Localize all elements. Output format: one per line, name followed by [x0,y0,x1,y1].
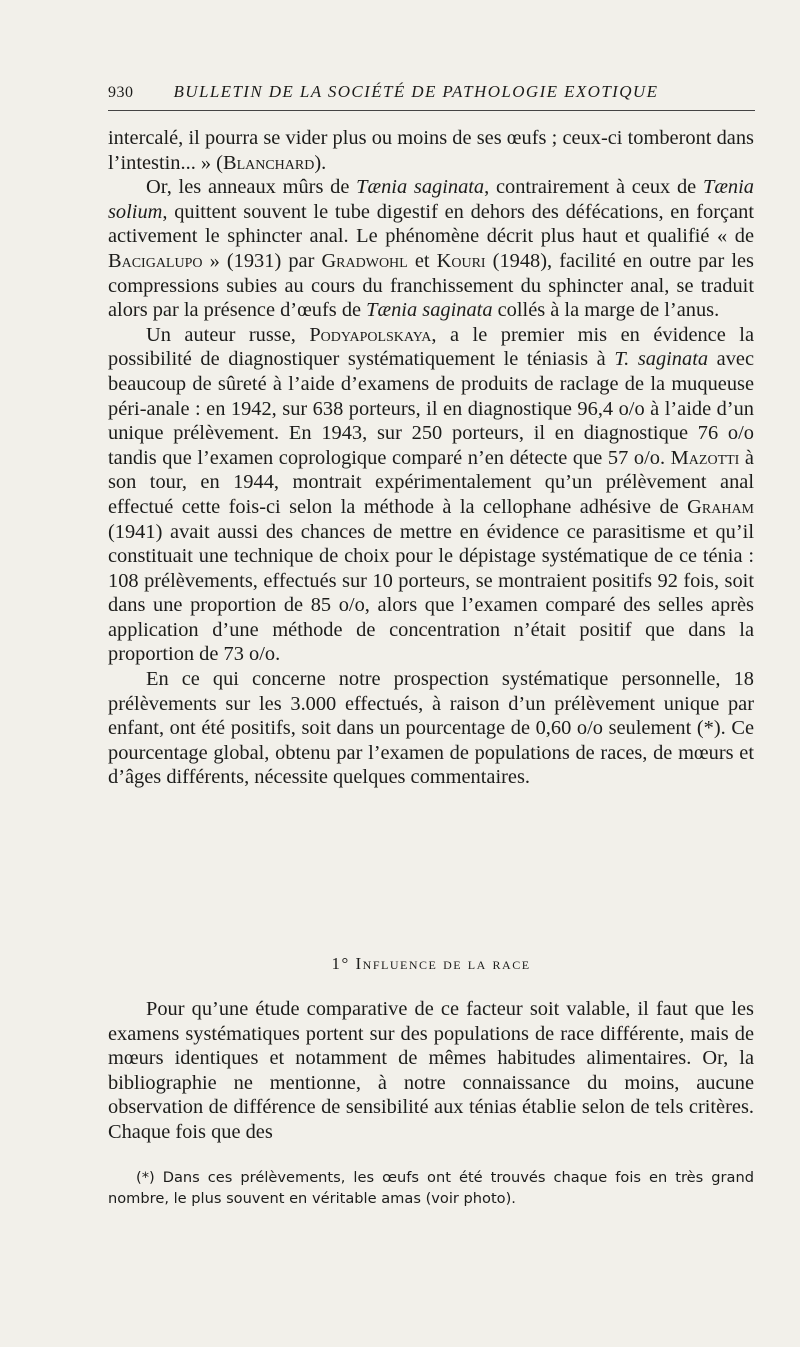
author-name: Blanchard [222,151,315,174]
paragraph-1: intercalé, il pourra se vider plus ou moins de ses œufs ; ceux-ci tomberont dans l’intestin... » (Blanchard). [108,127,754,174]
section-paragraph: Pour qu’une étude comparative de ce facteur soit valable, il faut que les examens systématiques portent sur des populations de race différente, mais de mœurs identiques et notamment de mêmes habitudes alimentaires. Or, la bibliographie ne mentionne, à notre connaissance du moins, aucune observation de différence de sensibilité aux ténias établie selon de tels critères. Chaque fois que des [108,998,754,1143]
section-body [108,997,754,1145]
footnote: (*) Dans ces prélèvements, les œufs ont été trouvés chaque fois en très grand nombre, le plus souvent en véritable amas (voir photo). [108,1169,754,1207]
author-name: Gradwohl [321,249,408,272]
section-heading: 1° Influence de la race [331,954,531,973]
species-name: Tænia solium [108,176,754,223]
author-name: Bacigalupo [108,249,203,272]
author-name: Podyapolskaya [309,323,432,346]
author-name: Mazotti [670,446,740,469]
page-header [108,82,753,110]
page-number: 930 [108,84,134,101]
species-name: Tænia saginata [366,299,493,322]
running-title: BULLETIN DE LA SOCIÉTÉ DE PATHOLOGIE EXOTIQUE [173,82,659,101]
paragraph-2: Or, les anneaux mûrs de Tænia saginata, contrairement à ceux de Tænia solium, quittent souvent le tube digestif en dehors des défécations, en forçant activement le sphincter anal. Le phénomène décrit plus haut et qualifié « de Bacigalupo » (1931) par Gradwohl et Kouri (1948), facilité en outre par les compressions subies au cours du franchissement du sphincter anal, se traduit alors par la présence d’œufs de Tænia saginata collés à la marge de l’anus. [108,176,754,322]
body-text [108,126,754,790]
paragraph-3: Un auteur russe, Podyapolskaya, a le premier mis en évidence la possibilité de diagnostiquer systématiquement le téniasis à T. saginata avec beaucoup de sûreté à l’aide d’examens de produits de raclage de la muqueuse péri-anale : en 1942, sur 638 porteurs, il en diagnostique 96,4 o/o à l’aide d’un unique prélèvement. En 1943, sur 250 porteurs, il en diagnostique 76 o/o tandis que l’examen coprologique comparé n’en détecte que 57 o/o. Mazotti à son tour, en 1944, montrait expérimentalement qu’un prélèvement anal effectué cette fois-ci selon la méthode à la cellophane adhésive de Graham (1941) avait aussi des chances de mettre en évidence ce parasitisme et qu’il constituait une technique de choix pour le dépistage systématique de ce ténia : 108 prélèvements, effectués sur 10 porteurs, se montraient positifs 92 fois, soit dans une proportion de 85 o/o, alors que l’examen comparé des selles après application d’une méthode de concentration n’était positif que dans la proportion de 73 o/o. [108,323,754,666]
paragraph-4: En ce qui concerne notre prospection systématique personnelle, 18 prélèvements sur les 3.000 effectués, à raison d’un prélèvement unique par enfant, ont été positifs, soit dans un pourcentage de 0,60 o/o seulement (*). Ce pourcentage global, obtenu par l’examen de populations de races, de mœurs et d’âges différents, nécessite quelques commentaires. [108,668,754,789]
species-name: Tænia saginata [356,176,485,199]
author-name: Kouri [436,249,486,272]
header-rule [108,110,755,111]
author-name: Graham [687,495,754,518]
species-name: T. saginata [614,348,709,371]
